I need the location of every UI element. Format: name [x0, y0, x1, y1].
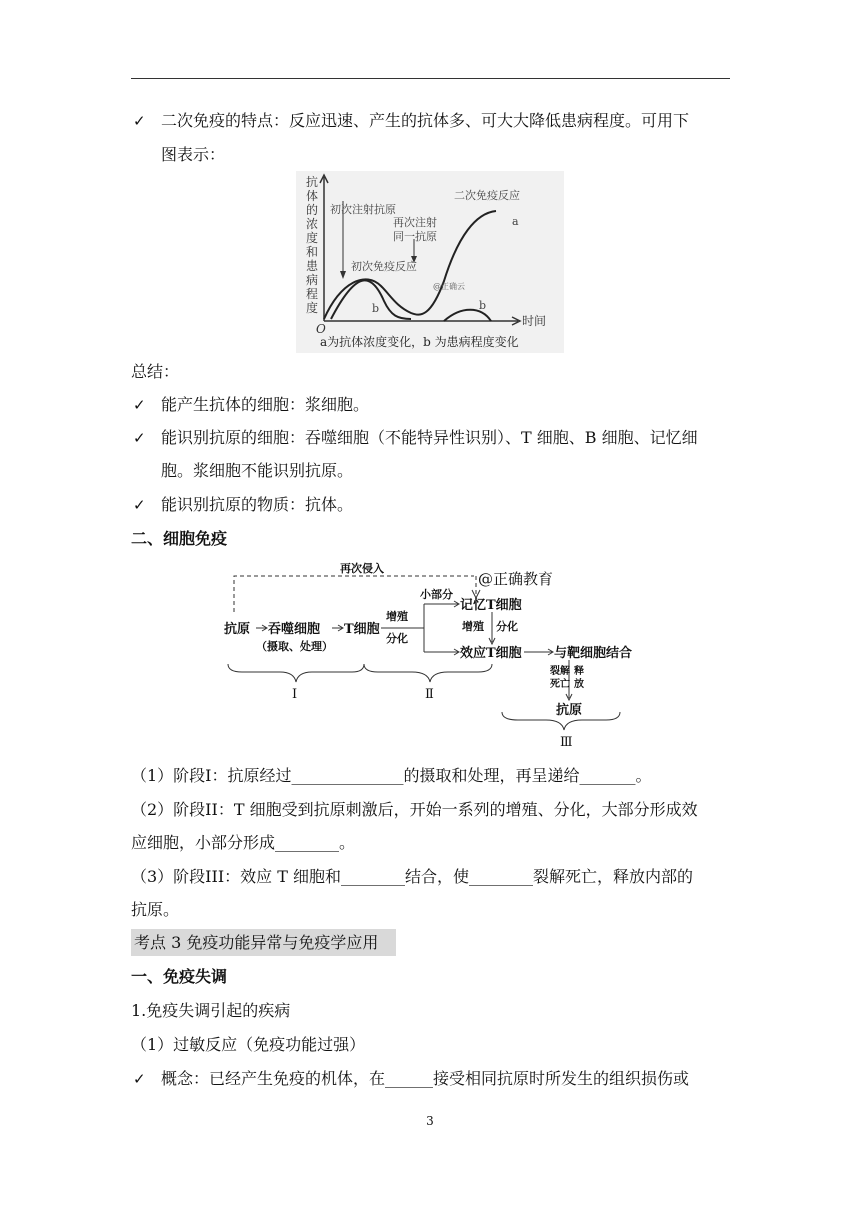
question-1: （1）阶段I：抗原经过______________的摄取和处理，再呈递给_______。 [131, 766, 652, 785]
question-2-line-1: （2）阶段II：T 细胞受到抗原刺激后，开始一系列的增殖、分化，大部分形成效 [131, 800, 698, 819]
summary-item-2-line-1: 能识别抗原的细胞：吞噬细胞（不能特异性识别）、T 细胞、B 细胞、记忆细 [161, 428, 698, 447]
concept-line: 概念：已经产生免疫的机体，在______接受相同抗原时所发生的组织损伤或 [161, 1069, 690, 1088]
diagram-effector-t: 效应T细胞 [460, 646, 522, 661]
diagram-memory-t: 记忆T细胞 [460, 598, 522, 613]
intro-line-1: 二次免疫的特点：反应迅速、产生的抗体多、可大大降低患病程度。可用下 [161, 111, 690, 130]
graph-label-reinject-2: 同一抗原 [393, 230, 437, 243]
graph-label-first-injection: 初次注射抗原 [330, 203, 396, 216]
graph-label-a: a [512, 215, 519, 228]
graph-ylabel-char: 和 [306, 245, 319, 259]
graph-xlabel: 时间 [522, 314, 547, 328]
check-mark-icon: ✓ [133, 496, 146, 514]
intro-line-2: 图表示： [161, 145, 226, 164]
summary-item-1: 能产生抗体的细胞：浆细胞。 [161, 395, 370, 414]
subsection-1: 1.免疫失调引起的疾病 [131, 1001, 291, 1020]
graph-ylabel-char: 患 [306, 259, 319, 273]
diagram-death: 死亡 [550, 679, 570, 690]
graph-label-b: b [479, 299, 487, 312]
diagram-release: 放 [574, 679, 584, 690]
graph-ylabel-char: 度 [306, 301, 319, 315]
diagram-lysis: 裂解 [550, 666, 570, 677]
graph-label-second-response: 二次免疫反应 [454, 189, 520, 202]
graph-label-reinject-1: 再次注射 [393, 216, 437, 229]
check-mark-icon: ✓ [133, 112, 146, 130]
graph-ylabel-char: 浓 [306, 217, 319, 231]
graph-label-b: b [372, 302, 380, 315]
section-title-cell-immunity: 二、细胞免疫 [131, 529, 228, 548]
summary-item-2-line-2: 胞。浆细胞不能识别抗原。 [161, 461, 354, 480]
diagram-prolif: 增殖 [386, 610, 408, 623]
immune-response-graph [296, 171, 564, 353]
graph-ylabel-char: 度 [306, 231, 319, 245]
diagram-reinvade: 再次侵入 [340, 562, 384, 575]
diagram-prolif-small: 增殖 [462, 620, 484, 633]
diagram-stage-1: Ⅰ [292, 687, 298, 702]
diagram-diff-small: 分化 [496, 620, 518, 633]
graph-caption: a为抗体浓度变化，b 为患病程度变化 [320, 335, 519, 349]
graph-ylabel-char: 的 [306, 203, 319, 217]
diagram-t-cell: T细胞 [344, 622, 380, 637]
diagram-small-part: 小部分 [420, 588, 453, 601]
diagram-antigen-bottom: 抗原 [556, 703, 583, 718]
section-box-title: 考点 3 免疫功能异常与免疫学应用 [134, 933, 379, 952]
graph-watermark: @正确云 [433, 282, 465, 291]
question-2-line-2: 应细胞，小部分形成________。 [131, 833, 356, 852]
summary-item-3: 能识别抗原的物质：抗体。 [161, 495, 354, 514]
diagram-stage-3: Ⅲ [560, 735, 573, 750]
question-3-line-1: （3）阶段III：效应 T 细胞和________结合，使________裂解死亡，释放内部的 [131, 867, 693, 886]
cell-immunity-diagram [222, 560, 646, 750]
graph-ylabel-char: 体 [306, 189, 319, 203]
diagram-stage-2: Ⅱ [425, 687, 434, 702]
graph-ylabel-char: 程 [306, 287, 319, 301]
header-rule [131, 78, 730, 79]
section-title-immune-disorder: 一、免疫失调 [131, 967, 228, 986]
page-number: 3 [426, 1114, 434, 1128]
diagram-watermark: @正确教育 [478, 570, 554, 588]
diagram-process: （摄取、处理） [256, 640, 333, 653]
graph-ylabel-char: 病 [306, 273, 319, 287]
diagram-phagocyte: 吞噬细胞 [268, 622, 321, 637]
diagram-diff: 分化 [386, 632, 408, 645]
diagram-release: 释 [574, 666, 584, 677]
summary-title: 总结： [131, 362, 180, 381]
diagram-antigen: 抗原 [224, 622, 251, 637]
check-mark-icon: ✓ [133, 396, 146, 414]
check-mark-icon: ✓ [133, 1070, 146, 1088]
diagram-bind-target: 与靶细胞结合 [554, 646, 633, 661]
check-mark-icon: ✓ [133, 429, 146, 447]
question-3-line-2: 抗原。 [131, 900, 180, 919]
graph-label-first-response: 初次免疫反应 [351, 260, 417, 273]
graph-origin: O [316, 322, 326, 336]
subsection-allergy: （1）过敏反应（免疫功能过强） [131, 1035, 366, 1054]
graph-ylabel-char: 抗 [306, 175, 319, 189]
